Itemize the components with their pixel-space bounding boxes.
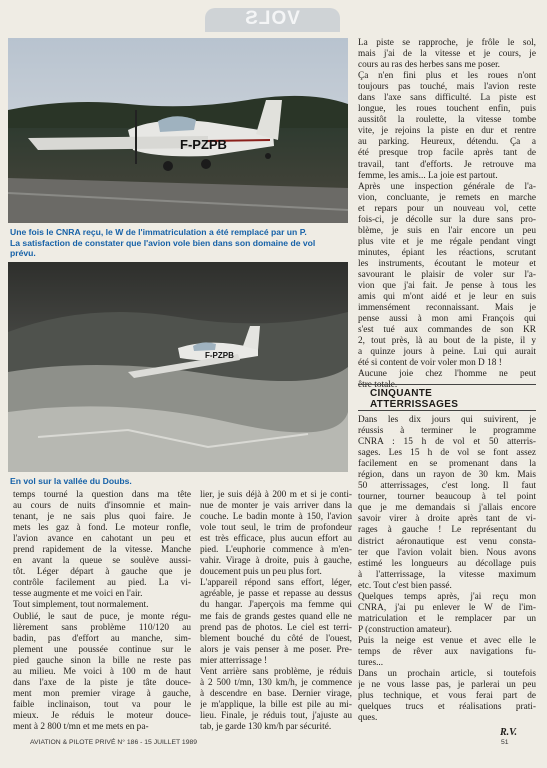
text-line: lièrement sans problème 110/120 au bbox=[13, 622, 191, 633]
caption-1-line-3: prévu. bbox=[10, 248, 36, 258]
page-number: 51 bbox=[501, 739, 509, 746]
article-column-3 bbox=[358, 38, 536, 392]
text-line: nue de monter je vais arriver dans la bbox=[200, 501, 352, 512]
text-line: dans l'axe sans difficulté. La piste est bbox=[358, 93, 536, 104]
caption-1-line-1: Une fois le CNRA reçu, le W de l'immatriculation a été remplacé par un P. bbox=[10, 227, 307, 237]
text-line: tôt. Léger départ à gauche que je bbox=[13, 567, 191, 578]
text-line: temps tourné la question dans ma tête bbox=[13, 490, 191, 500]
text-line: sages. Les 15 h de vol se font assez bbox=[358, 448, 536, 459]
text-line: Tout simplement, tout normalement. bbox=[13, 600, 149, 611]
text-line: me fais de grands gestes quand elle ne bbox=[200, 611, 352, 622]
text-line: lier, je suis déjà à 200 m et si je conti- bbox=[200, 490, 352, 500]
photo-plane-in-flight bbox=[8, 262, 348, 472]
text-line: Vent arrière sans problème, je réduis bbox=[200, 666, 352, 677]
text-line: et repars pour un nouveau vol, cette bbox=[358, 203, 536, 214]
text-line: rages à gauche ! Le représentant du bbox=[358, 525, 536, 536]
text-line: à descendre en base. Dernier virage, bbox=[200, 688, 352, 699]
text-line: temps de rêver aux navigations fu- bbox=[358, 646, 536, 657]
text-line: plement une poussée continue sur le bbox=[13, 644, 191, 655]
text-line: plus technique, et vous ferai part de bbox=[358, 691, 536, 702]
text-line: ter que l'avion volait bien. Nous avons bbox=[358, 547, 536, 558]
photo-caption-2: En vol sur la vallée du Doubs. bbox=[10, 476, 132, 486]
text-line: district aéronautique est venu consta- bbox=[358, 536, 536, 547]
text-line: je m'applique, la bille est pile au mi- bbox=[200, 699, 352, 710]
author-signature: R.V. bbox=[500, 727, 518, 738]
text-line: quelques trucs et réalisations prati- bbox=[358, 702, 536, 713]
text-line: Oublié, le saut de puce, je monte régu- bbox=[13, 611, 191, 622]
text-line: Dans un prochain article, si toutefois bbox=[358, 669, 536, 680]
text-line: été presque trop facile après tant de bbox=[358, 148, 536, 159]
text-line: plus vite et je me régale pendant vingt bbox=[358, 236, 536, 247]
text-line: tab, je garde 130 km/h par sécurité. bbox=[200, 721, 332, 732]
article-column-1 bbox=[13, 490, 191, 733]
text-line: vion que j'ai fait. Je pense à tous les bbox=[358, 281, 536, 292]
text-line: agréable, je passe et repasse au dessus bbox=[200, 589, 352, 600]
article-column-4 bbox=[358, 415, 536, 724]
text-line: en avant la queue se soulève aussi- bbox=[13, 556, 191, 567]
text-line: dans l'axe de la piste je tâte douce- bbox=[13, 677, 191, 688]
text-line: pied gauche sinon la bille ne reste pas bbox=[13, 655, 191, 666]
text-line: travail, tant d'efforts. Je retrouve ma bbox=[358, 159, 536, 170]
text-line: est très efficace, plus aucun effort au bbox=[200, 534, 352, 545]
text-line: badin, pas d'effort au manche, sim- bbox=[13, 633, 191, 644]
text-line: couche. Le badin monte à 150, l'avion bbox=[200, 512, 352, 523]
text-line: immensément reconnaissant. Mais je bbox=[358, 303, 536, 314]
text-line: au parking. Heureux, détendu. Ça a bbox=[358, 137, 536, 148]
text-line: à l'atterrissage, la vitesse maximum bbox=[358, 569, 536, 580]
text-line: fois-ci, je décolle sur la dure sans pro- bbox=[358, 214, 536, 225]
text-line: vole tout seul, le trim de profondeur bbox=[200, 523, 352, 534]
text-line: Ça n'en fini plus et les roues n'ont bbox=[358, 71, 536, 82]
text-line: à 2 500 t/mn, 130 km/h, je commence bbox=[200, 677, 352, 688]
text-line: faible inclinaison, tout va pour le bbox=[13, 699, 191, 710]
text-line: longue, les roues touchent enfin, puis bbox=[358, 104, 536, 115]
text-line: Puis la neige est venue et avec elle le bbox=[358, 635, 536, 646]
text-line: mets les gaz à fond. Le moteur ronfle, bbox=[13, 523, 191, 534]
text-line: que je me demandais si j'allais encore bbox=[358, 503, 536, 514]
text-line: au milieu. Me voici à 100 m de haut bbox=[13, 666, 191, 677]
text-line: blement bouché du côté de l'ouest, bbox=[200, 633, 352, 644]
text-line: 50 atterrissages, c'est long. Il faut bbox=[358, 481, 536, 492]
text-line: tesse augmente et me voici en l'air. bbox=[13, 589, 143, 600]
text-line: tures... bbox=[358, 658, 384, 669]
text-line: Dans les dix jours qui suivirent, je bbox=[358, 415, 536, 425]
section-rule-bottom bbox=[358, 410, 536, 411]
text-line: alors je vais penser à me poser. Pre- bbox=[200, 644, 352, 655]
photo-caption-1 bbox=[10, 227, 350, 259]
footer-publication: AVIATION & PILOTE PRIVÉ N° 186 - 15 JUILLET 1989 bbox=[30, 739, 198, 746]
text-line: ment mon premier virage à gauche, bbox=[13, 688, 191, 699]
text-line: mieux. Je réduis le moteur douce- bbox=[13, 710, 191, 721]
text-line: CNRA, j'ai pu enlever le W de l'im- bbox=[358, 602, 536, 613]
text-line: prend rapidement de la vitesse. Manche bbox=[13, 545, 191, 556]
text-line: blème, je suis en l'air encore un peu bbox=[358, 225, 536, 236]
text-line: région, dans un rayon de 30 km. Mais bbox=[358, 470, 536, 481]
text-line: l'avion avance en cahotant un peu et bbox=[13, 534, 191, 545]
text-line: pied. L'euphorie commence à m'en- bbox=[200, 545, 352, 556]
text-line: Aucune joie chez l'homme ne peut bbox=[358, 369, 536, 380]
text-line: au cours de nuits d'insomnie et main- bbox=[13, 501, 191, 512]
section-header-label: VOLS bbox=[244, 8, 300, 29]
text-line: La piste se rapproche, je frôle le sol, bbox=[358, 38, 536, 48]
text-line: matriculation et le remplacer par un bbox=[358, 613, 536, 624]
text-line: estimé les longueurs au décollage puis bbox=[358, 558, 536, 569]
text-line: minutes, épiant les réactions, scrutant bbox=[358, 247, 536, 258]
section-rule-top bbox=[358, 384, 536, 385]
section-heading-line-2: ATTERRISSAGES bbox=[370, 399, 459, 410]
photo-plane-on-ground bbox=[8, 38, 348, 223]
text-line: Quelques temps après, j'ai reçu mon bbox=[358, 591, 536, 602]
text-line: je ne vous lasse pas, je parlerai un peu bbox=[358, 680, 536, 691]
text-line: les instruments, écoutant le moteur et bbox=[358, 258, 536, 269]
text-line: 2, tout près, là au bout de la piste, il y bbox=[358, 336, 536, 347]
text-line: Après une inspection générale de l'a- bbox=[358, 181, 536, 192]
text-line: du hangar. J'aperçois ma femme qui bbox=[200, 600, 352, 611]
text-line: mais j'ai de la vitesse et je cours, je bbox=[358, 49, 536, 60]
text-line: réussis à terminer le programme bbox=[358, 426, 536, 437]
caption-1-line-2: La satisfaction de constater que l'avion vole bien dans son domaine de vol bbox=[10, 237, 316, 248]
text-line: tenant, je ne sais plus quoi faire. Je bbox=[13, 512, 191, 523]
text-line: ment à 2 800 t/mn et me mets en pa- bbox=[13, 721, 149, 732]
registration-text-1: F-PZPB bbox=[180, 137, 227, 152]
text-line: tourner, tourner beaucoup à tel point bbox=[358, 492, 536, 503]
text-line: L'appareil répond sans effort, léger, bbox=[200, 578, 352, 589]
text-line: aussitôt la roulette, la vitesse tombe bbox=[358, 115, 536, 126]
text-line: s'est tué aux commandes de son KR bbox=[358, 325, 536, 336]
text-line: doucement puis un peu plus fort. bbox=[200, 567, 322, 578]
text-line: CNRA : 15 h de vol et 50 atterris- bbox=[358, 437, 536, 448]
registration-text-2: F-PZPB bbox=[205, 351, 234, 360]
text-line: savourant le plaisir de voler sur l'a- bbox=[358, 269, 536, 280]
text-line: savoir virer à droite après tant de vi- bbox=[358, 514, 536, 525]
text-line: mier atterrissage ! bbox=[200, 655, 268, 666]
section-heading-line-1: CINQUANTE bbox=[370, 388, 433, 399]
text-line: vion, concluante, je remets en marche bbox=[358, 192, 536, 203]
text-line: cours au ras des herbes sans me poser. bbox=[358, 60, 500, 71]
text-line: etc. Tout c'est bien passé. bbox=[358, 580, 452, 591]
text-line: toujours pas touché, mais l'avion reste bbox=[358, 82, 536, 93]
text-line: a quinze jours à peine. Lui qui aurait bbox=[358, 347, 536, 358]
text-line: vahir. Virage à droite, puis à gauche, bbox=[200, 556, 352, 567]
text-line: pense aussi à mon ami François qui bbox=[358, 314, 536, 325]
text-line: prend pas de photos. Le ciel est terri- bbox=[200, 622, 352, 633]
text-line: P (construction amateur). bbox=[358, 624, 452, 635]
text-line: être totale. bbox=[358, 380, 398, 391]
text-line: lieu. Finale, je réduis tout, j'ajuste au bbox=[200, 710, 352, 721]
text-line: été si content de voir voler mon D 18 ! bbox=[358, 358, 502, 369]
text-line: amis qui m'ont aidé et je leur en suis bbox=[358, 292, 536, 303]
article-column-2 bbox=[200, 490, 352, 733]
text-line: contrôle facilement au pied. La vi- bbox=[13, 578, 191, 589]
text-line: femme, les amis... La joie est partout. bbox=[358, 170, 498, 181]
section-heading bbox=[370, 388, 458, 410]
text-line: ques. bbox=[358, 713, 378, 724]
text-line: facilement en se promenant dans la bbox=[358, 459, 536, 470]
text-line: vite, je rejoins la piste en dur et rentre bbox=[358, 126, 536, 137]
